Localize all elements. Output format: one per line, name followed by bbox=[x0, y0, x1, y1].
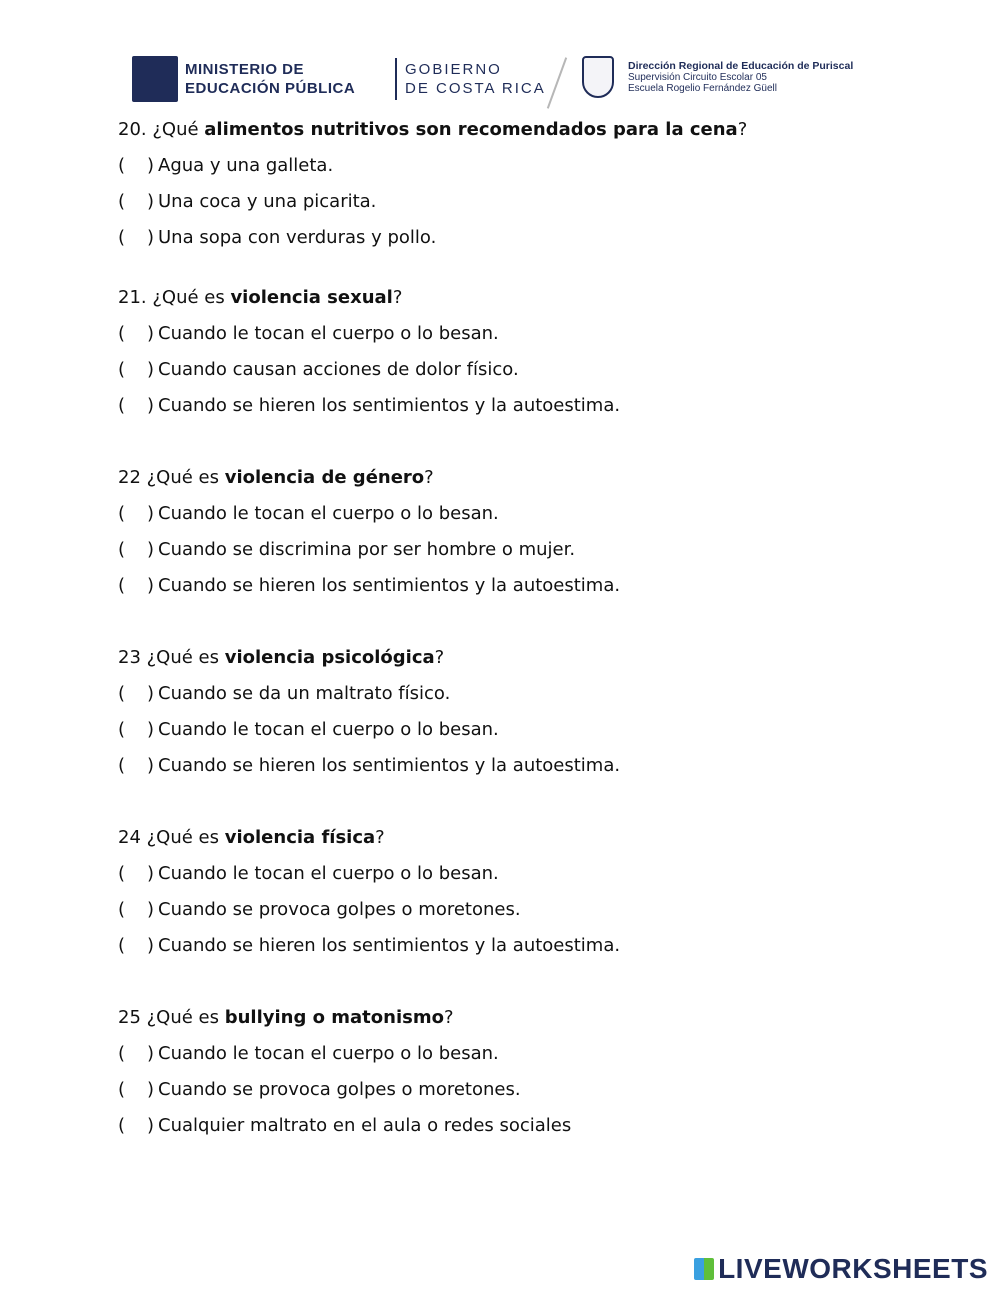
paren-open: ( bbox=[118, 323, 126, 344]
dre-line-3: Escuela Rogelio Fernández Güell bbox=[628, 83, 777, 94]
question-keyword: violencia de género bbox=[224, 467, 425, 488]
answer-option bbox=[118, 356, 938, 392]
question-0 bbox=[118, 116, 938, 152]
option-text: Agua y una galleta. bbox=[158, 155, 334, 176]
costa-rica-map-logo bbox=[132, 56, 178, 102]
question-prefix: 25 ¿Qué es bbox=[118, 1007, 225, 1028]
paren-open: ( bbox=[118, 575, 126, 596]
answer-option bbox=[118, 500, 938, 536]
answer-option bbox=[118, 320, 938, 356]
school-shield-logo bbox=[582, 56, 614, 98]
answer-checkbox[interactable] bbox=[118, 572, 158, 600]
paren-open: ( bbox=[118, 683, 126, 704]
question-prefix: 24 ¿Qué es bbox=[118, 827, 225, 848]
option-text: Cuando se hieren los sentimientos y la autoestima. bbox=[158, 755, 621, 776]
answer-checkbox[interactable] bbox=[118, 392, 158, 420]
paren-close: ) bbox=[147, 719, 155, 740]
answer-checkbox[interactable] bbox=[118, 1076, 158, 1104]
answer-option bbox=[118, 1076, 938, 1112]
gob-line-1: GOBIERNO bbox=[405, 61, 502, 78]
paren-close: ) bbox=[147, 191, 155, 212]
paren-open: ( bbox=[118, 539, 126, 560]
answer-option bbox=[118, 572, 938, 608]
question-keyword: violencia física bbox=[224, 827, 376, 848]
answer-option bbox=[118, 392, 938, 428]
brand-text: LIVEWORKSHEETS bbox=[718, 1253, 988, 1284]
paren-close: ) bbox=[147, 359, 155, 380]
question-suffix: ? bbox=[434, 647, 445, 668]
answer-checkbox[interactable] bbox=[118, 356, 158, 384]
question-keyword: bullying o matonismo bbox=[224, 1007, 444, 1028]
paren-open: ( bbox=[118, 863, 126, 884]
option-text: Cuando le tocan el cuerpo o lo besan. bbox=[158, 719, 499, 740]
paren-open: ( bbox=[118, 395, 126, 416]
answer-option bbox=[118, 896, 938, 932]
question-1 bbox=[118, 284, 938, 320]
paren-open: ( bbox=[118, 155, 126, 176]
answer-checkbox[interactable] bbox=[118, 188, 158, 216]
answer-option bbox=[118, 152, 938, 188]
option-text: Cuando le tocan el cuerpo o lo besan. bbox=[158, 1043, 499, 1064]
paren-open: ( bbox=[118, 935, 126, 956]
paren-close: ) bbox=[147, 755, 155, 776]
paren-close: ) bbox=[147, 503, 155, 524]
paren-close: ) bbox=[147, 863, 155, 884]
liveworksheets-brand bbox=[694, 1254, 988, 1284]
option-text: Cuando le tocan el cuerpo o lo besan. bbox=[158, 503, 499, 524]
paren-open: ( bbox=[118, 899, 126, 920]
paren-open: ( bbox=[118, 503, 126, 524]
paren-open: ( bbox=[118, 191, 126, 212]
option-text: Una sopa con verduras y pollo. bbox=[158, 227, 437, 248]
answer-option bbox=[118, 188, 938, 224]
paren-close: ) bbox=[147, 323, 155, 344]
option-text: Cuando se hieren los sentimientos y la autoestima. bbox=[158, 575, 621, 596]
answer-checkbox[interactable] bbox=[118, 1040, 158, 1068]
answer-option bbox=[118, 1040, 938, 1076]
answer-checkbox[interactable] bbox=[118, 536, 158, 564]
question-prefix: 21. ¿Qué es bbox=[118, 287, 231, 308]
question-suffix: ? bbox=[737, 119, 748, 140]
option-text: Cualquier maltrato en el aula o redes sociales bbox=[158, 1115, 572, 1136]
question-prefix: 23 ¿Qué es bbox=[118, 647, 225, 668]
answer-checkbox[interactable] bbox=[118, 860, 158, 888]
answer-option bbox=[118, 224, 938, 260]
option-text: Cuando se hieren los sentimientos y la autoestima. bbox=[158, 395, 621, 416]
answer-checkbox[interactable] bbox=[118, 716, 158, 744]
paren-close: ) bbox=[147, 683, 155, 704]
option-text: Cuando se da un maltrato físico. bbox=[158, 683, 451, 704]
answer-checkbox[interactable] bbox=[118, 752, 158, 780]
option-text: Cuando causan acciones de dolor físico. bbox=[158, 359, 519, 380]
answer-checkbox[interactable] bbox=[118, 1112, 158, 1140]
paren-close: ) bbox=[147, 899, 155, 920]
gob-line-2: DE COSTA RICA bbox=[405, 80, 546, 97]
paren-open: ( bbox=[118, 227, 126, 248]
question-3 bbox=[118, 644, 938, 680]
question-4 bbox=[118, 824, 938, 860]
option-text: Cuando se hieren los sentimientos y la autoestima. bbox=[158, 935, 621, 956]
answer-option bbox=[118, 752, 938, 788]
option-text: Cuando se provoca golpes o moretones. bbox=[158, 1079, 521, 1100]
question-prefix: 20. ¿Qué bbox=[118, 119, 205, 140]
option-text: Cuando le tocan el cuerpo o lo besan. bbox=[158, 323, 499, 344]
paren-close: ) bbox=[147, 935, 155, 956]
paren-close: ) bbox=[147, 1079, 155, 1100]
paren-open: ( bbox=[118, 359, 126, 380]
answer-option bbox=[118, 1112, 938, 1148]
paren-open: ( bbox=[118, 1079, 126, 1100]
answer-checkbox[interactable] bbox=[118, 680, 158, 708]
dre-line-1: Dirección Regional de Educación de Puriscal bbox=[628, 60, 854, 72]
answer-option bbox=[118, 536, 938, 572]
question-suffix: ? bbox=[443, 1007, 454, 1028]
paren-open: ( bbox=[118, 719, 126, 740]
answer-checkbox[interactable] bbox=[118, 224, 158, 252]
paren-open: ( bbox=[118, 1115, 126, 1136]
paren-close: ) bbox=[147, 1115, 155, 1136]
question-2 bbox=[118, 464, 938, 500]
paren-close: ) bbox=[147, 1043, 155, 1064]
option-text: Cuando se provoca golpes o moretones. bbox=[158, 899, 521, 920]
answer-option bbox=[118, 932, 938, 968]
answer-checkbox[interactable] bbox=[118, 152, 158, 180]
option-text: Cuando le tocan el cuerpo o lo besan. bbox=[158, 863, 499, 884]
answer-option bbox=[118, 716, 938, 752]
answer-checkbox[interactable] bbox=[118, 500, 158, 528]
question-keyword: violencia sexual bbox=[230, 287, 393, 308]
question-keyword: violencia psicológica bbox=[224, 647, 435, 668]
question-suffix: ? bbox=[424, 467, 434, 488]
question-5 bbox=[118, 1004, 938, 1040]
paren-close: ) bbox=[147, 395, 155, 416]
question-suffix: ? bbox=[392, 287, 403, 308]
paren-close: ) bbox=[147, 227, 155, 248]
mep-name bbox=[185, 60, 355, 98]
question-prefix: 22 ¿Qué es bbox=[118, 467, 225, 488]
paren-close: ) bbox=[147, 539, 155, 560]
answer-option bbox=[118, 860, 938, 896]
answer-checkbox[interactable] bbox=[118, 932, 158, 960]
question-suffix: ? bbox=[375, 827, 385, 848]
government-name bbox=[405, 60, 546, 98]
paren-open: ( bbox=[118, 1043, 126, 1064]
option-text: Cuando se discrimina por ser hombre o mujer. bbox=[158, 539, 576, 560]
option-text: Una coca y una picarita. bbox=[158, 191, 377, 212]
mep-line-1: MINISTERIO DE bbox=[185, 61, 305, 78]
paren-close: ) bbox=[147, 575, 155, 596]
divider bbox=[395, 58, 397, 100]
paren-open: ( bbox=[118, 755, 126, 776]
answer-option bbox=[118, 680, 938, 716]
paren-close: ) bbox=[147, 155, 155, 176]
worksheet-questions bbox=[118, 116, 938, 1148]
regional-office bbox=[628, 61, 853, 94]
slash-divider bbox=[547, 57, 567, 108]
answer-checkbox[interactable] bbox=[118, 320, 158, 348]
letterhead bbox=[132, 52, 872, 110]
mep-line-2: EDUCACIÓN PÚBLICA bbox=[185, 80, 356, 97]
answer-checkbox[interactable] bbox=[118, 896, 158, 924]
question-keyword: alimentos nutritivos son recomendados para la cena bbox=[204, 119, 738, 140]
dre-line-2: Supervisión Circuito Escolar 05 bbox=[628, 72, 767, 83]
liveworksheets-logo-icon bbox=[694, 1258, 714, 1280]
